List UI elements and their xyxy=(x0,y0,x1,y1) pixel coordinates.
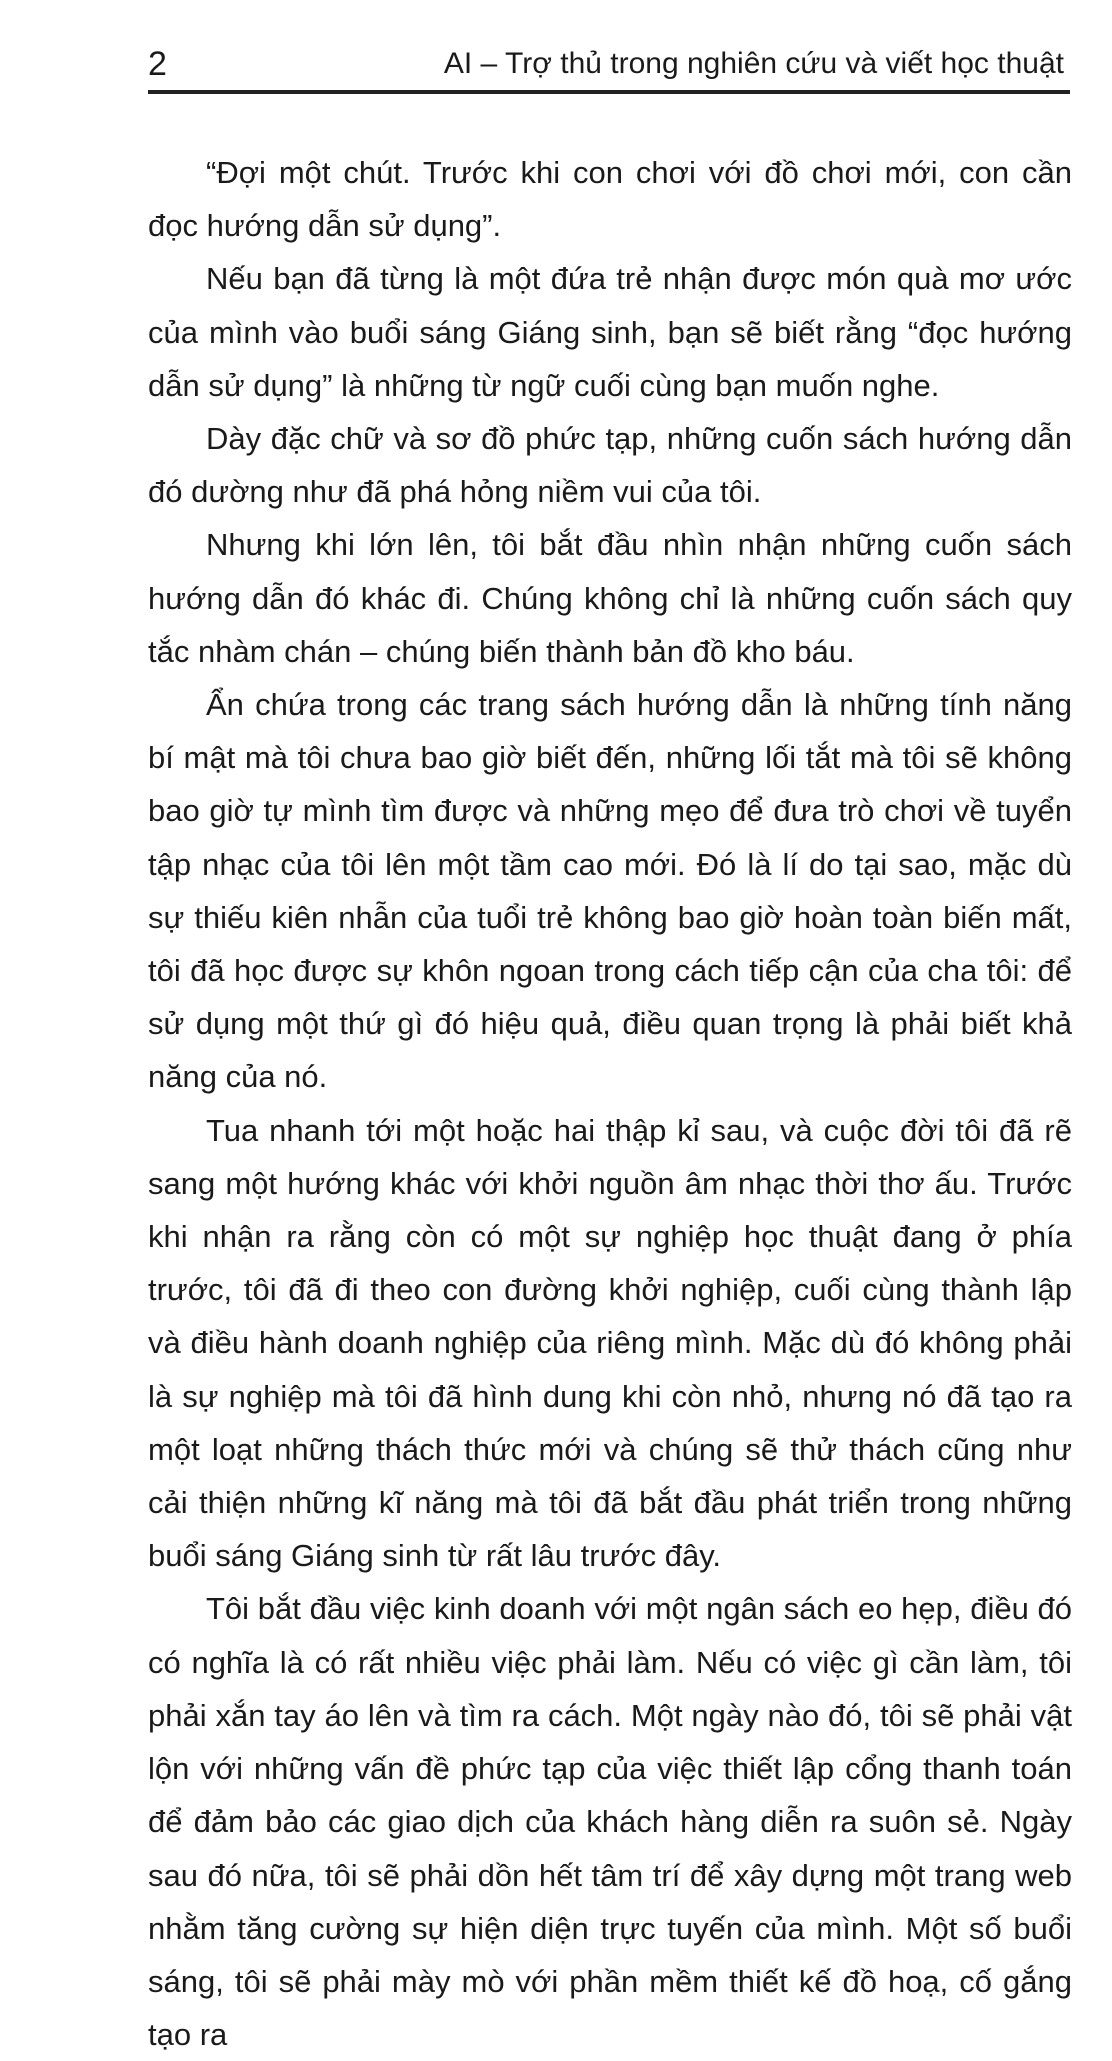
page-header xyxy=(148,40,1064,88)
header-divider xyxy=(148,90,1070,94)
paragraph-3: Dày đặc chữ và sơ đồ phức tạp, những cuốn sách hướng dẫn đó dường như đã phá hỏng niềm vui của tôi. xyxy=(148,421,1072,510)
paragraph-7: Tôi bắt đầu việc kinh doanh với một ngân sách eo hẹp, điều đó có nghĩa là có rất nhiều việc phải làm. Nếu có việc gì cần làm, tôi phải xắn tay áo lên và tìm ra cách. Một ngày nào đó, tôi sẽ phải vật lộn với những vấn đề phức tạp của việc thiết lập cổng thanh toán để đảm bảo các giao dịch của khách hàng diễn ra suôn sẻ. Ngày sau đó nữa, tôi sẽ phải dồn hết tâm trí để xây dựng một trang web nhằm tăng cường sự hiện diện trực tuyến của mình. Một số buổi sáng, tôi sẽ phải mày mò với phần mềm thiết kế đồ hoạ, cố gắng tạo ra xyxy=(148,1591,1072,2053)
paragraph-4: Nhưng khi lớn lên, tôi bắt đầu nhìn nhận những cuốn sách hướng dẫn đó khác đi. Chúng không chỉ là những cuốn sách quy tắc nhàm chán – chúng biến thành bản đồ kho báu. xyxy=(148,527,1072,669)
body-text xyxy=(148,146,1072,2061)
running-title: AI – Trợ thủ trong nghiên cứu và viết học thuật xyxy=(443,47,1064,80)
page-number: 2 xyxy=(148,45,167,83)
paragraph-6: Tua nhanh tới một hoặc hai thập kỉ sau, và cuộc đời tôi đã rẽ sang một hướng khác với khởi nguồn âm nhạc thời thơ ấu. Trước khi nhận ra rằng còn có một sự nghiệp học thuật đang ở phía trước, tôi đã đi theo con đường khởi nghiệp, cuối cùng thành lập và điều hành doanh nghiệp của riêng mình. Mặc dù đó không phải là sự nghiệp mà tôi đã hình dung khi còn nhỏ, nhưng nó đã tạo ra một loạt những thách thức mới và chúng sẽ thử thách cũng như cải thiện những kĩ năng mà tôi đã bắt đầu phát triển trong những buổi sáng Giáng sinh từ rất lâu trước đây. xyxy=(148,1112,1072,1574)
paragraph-5: Ẩn chứa trong các trang sách hướng dẫn là những tính năng bí mật mà tôi chưa bao giờ biết đến, những lối tắt mà tôi sẽ không bao giờ tự mình tìm được và những mẹo để đưa trò chơi về tuyển tập nhạc của tôi lên một tầm cao mới. Đó là lí do tại sao, mặc dù sự thiếu kiên nhẫn của tuổi trẻ không bao giờ hoàn toàn biến mất, tôi đã học được sự khôn ngoan trong cách tiếp cận của cha tôi: để sử dụng một thứ gì đó hiệu quả, điều quan trọng là phải biết khả năng của nó. xyxy=(148,687,1072,1095)
paragraph-1: “Đợi một chút. Trước khi con chơi với đồ chơi mới, con cần đọc hướng dẫn sử dụng”. xyxy=(148,155,1072,244)
paragraph-2: Nếu bạn đã từng là một đứa trẻ nhận được món quà mơ ước của mình vào buổi sáng Giáng sinh, bạn sẽ biết rằng “đọc hướng dẫn sử dụng” là những từ ngữ cuối cùng bạn muốn nghe. xyxy=(148,261,1072,403)
